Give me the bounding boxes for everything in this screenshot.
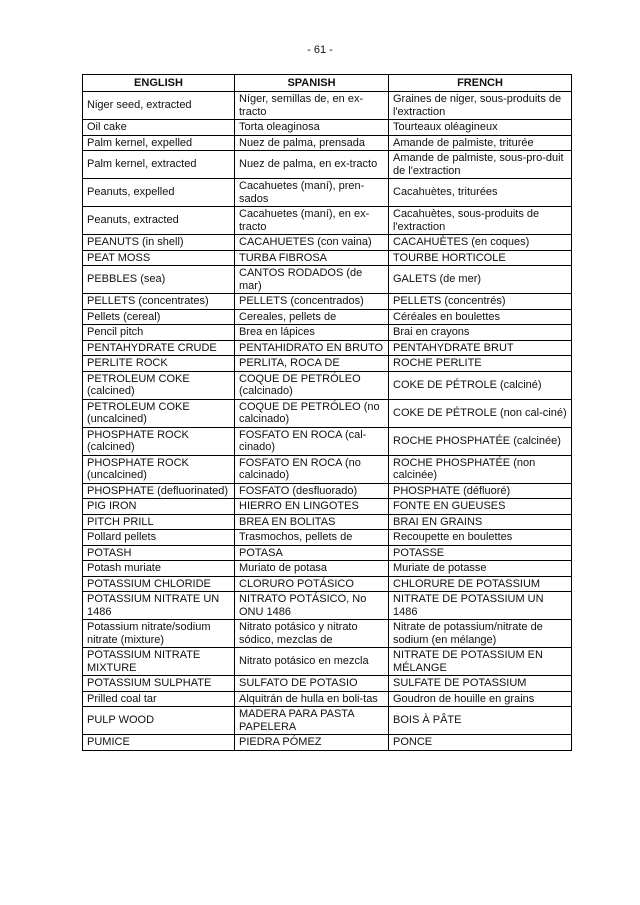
table-row [83, 207, 572, 235]
table-row [83, 120, 572, 136]
cell-french: BRAI EN GRAINS [389, 514, 572, 530]
header-english: ENGLISH [83, 75, 235, 92]
table-row [83, 135, 572, 151]
cell-spanish: Torta oleaginosa [235, 120, 389, 136]
cell-spanish: CLORURO POTÁSICO [235, 576, 389, 592]
table-row [83, 514, 572, 530]
cell-french: Amande de palmiste, sous-pro-duit de l'extraction [389, 151, 572, 179]
table-row [83, 294, 572, 310]
cell-english: POTASSIUM NITRATE MIXTURE [83, 648, 235, 676]
table-row [83, 250, 572, 266]
cell-english: PIG IRON [83, 499, 235, 515]
cell-french: Céréales en boulettes [389, 309, 572, 325]
cell-english: Pollard pellets [83, 530, 235, 546]
table-row [83, 648, 572, 676]
table-row [83, 455, 572, 483]
cell-french: Muriate de potasse [389, 561, 572, 577]
table-row [83, 325, 572, 341]
cell-spanish: Cereales, pellets de [235, 309, 389, 325]
glossary-table [82, 74, 572, 751]
cell-spanish: SULFATO DE POTASIO [235, 676, 389, 692]
cell-spanish: Cacahuetes (maní), pren-sados [235, 179, 389, 207]
cell-french: GALETS (de mer) [389, 266, 572, 294]
cell-english: PITCH PRILL [83, 514, 235, 530]
table-row [83, 235, 572, 251]
table-row [83, 309, 572, 325]
cell-english: PULP WOOD [83, 707, 235, 735]
cell-french: Graines de niger, sous-produits de l'extraction [389, 92, 572, 120]
table-row [83, 266, 572, 294]
cell-french: SULFATE DE POTASSIUM [389, 676, 572, 692]
cell-spanish: PENTAHIDRATO EN BRUTO [235, 340, 389, 356]
header-row [83, 75, 572, 92]
cell-spanish: Nuez de palma, en ex-tracto [235, 151, 389, 179]
cell-french: FONTE EN GUEUSES [389, 499, 572, 515]
cell-spanish: Trasmochos, pellets de [235, 530, 389, 546]
cell-spanish: Níger, semillas de, en ex-tracto [235, 92, 389, 120]
cell-french: NITRATE DE POTASSIUM EN MÉLANGE [389, 648, 572, 676]
cell-french: CACAHUÈTES (en coques) [389, 235, 572, 251]
cell-french: PONCE [389, 735, 572, 751]
table-row [83, 561, 572, 577]
cell-french: Cacahuètes, triturées [389, 179, 572, 207]
cell-spanish: FOSFATO EN ROCA (cal-cinado) [235, 427, 389, 455]
cell-french: Brai en crayons [389, 325, 572, 341]
cell-english: PEBBLES (sea) [83, 266, 235, 294]
table-row [83, 592, 572, 620]
table-row [83, 371, 572, 399]
table-row [83, 151, 572, 179]
cell-spanish: FOSFATO EN ROCA (no calcinado) [235, 455, 389, 483]
cell-french: PELLETS (concentrés) [389, 294, 572, 310]
cell-french: Cacahuètes, sous-produits de l'extraction [389, 207, 572, 235]
cell-french: ROCHE PHOSPHATÉE (calcinée) [389, 427, 572, 455]
header-french: FRENCH [389, 75, 572, 92]
cell-english: Prilled coal tar [83, 691, 235, 707]
cell-spanish: PIEDRA PÓMEZ [235, 735, 389, 751]
cell-spanish: Nuez de palma, prensada [235, 135, 389, 151]
cell-spanish: POTASA [235, 545, 389, 561]
cell-spanish: COQUE DE PETRÓLEO (no calcinado) [235, 399, 389, 427]
cell-spanish: Brea en lápices [235, 325, 389, 341]
cell-english: Potash muriate [83, 561, 235, 577]
table-row [83, 620, 572, 648]
cell-english: POTASSIUM CHLORIDE [83, 576, 235, 592]
cell-english: PHOSPHATE ROCK (calcined) [83, 427, 235, 455]
page-number: - 61 - [307, 44, 333, 56]
cell-english: PHOSPHATE (defluorinated) [83, 483, 235, 499]
cell-english: POTASSIUM NITRATE UN 1486 [83, 592, 235, 620]
table-row [83, 483, 572, 499]
cell-spanish: Cacahuetes (maní), en ex-tracto [235, 207, 389, 235]
table-row [83, 691, 572, 707]
cell-french: Nitrate de potassium/nitrate de sodium (en mélange) [389, 620, 572, 648]
cell-french: POTASSE [389, 545, 572, 561]
cell-spanish: PERLITA, ROCA DE [235, 356, 389, 372]
cell-english: Oil cake [83, 120, 235, 136]
cell-spanish: HIERRO EN LINGOTES [235, 499, 389, 515]
cell-english: PENTAHYDRATE CRUDE [83, 340, 235, 356]
table-row [83, 399, 572, 427]
table-row [83, 92, 572, 120]
cell-english: PEAT MOSS [83, 250, 235, 266]
cell-french: ROCHE PERLITE [389, 356, 572, 372]
header-spanish: SPANISH [235, 75, 389, 92]
cell-spanish: PELLETS (concentrados) [235, 294, 389, 310]
cell-spanish: Alquitrán de hulla en boli-tas [235, 691, 389, 707]
cell-spanish: FOSFATO (desfluorado) [235, 483, 389, 499]
cell-english: PETROLEUM COKE (uncalcined) [83, 399, 235, 427]
table-body [83, 92, 572, 751]
cell-french: NITRATE DE POTASSIUM UN 1486 [389, 592, 572, 620]
cell-french: ROCHE PHOSPHATÉE (non calcinée) [389, 455, 572, 483]
cell-spanish: CACAHUETES (con vaina) [235, 235, 389, 251]
cell-spanish: Nitrato potásico y nitrato sódico, mezclas de [235, 620, 389, 648]
cell-french: PHOSPHATE (défluoré) [389, 483, 572, 499]
cell-english: Palm kernel, expelled [83, 135, 235, 151]
cell-english: Peanuts, expelled [83, 179, 235, 207]
cell-french: Amande de palmiste, triturée [389, 135, 572, 151]
cell-english: Peanuts, extracted [83, 207, 235, 235]
cell-english: Pencil pitch [83, 325, 235, 341]
cell-spanish: COQUE DE PETRÓLEO (calcinado) [235, 371, 389, 399]
cell-french: Recoupette en boulettes [389, 530, 572, 546]
cell-english: Niger seed, extracted [83, 92, 235, 120]
table-row [83, 179, 572, 207]
table-row [83, 576, 572, 592]
cell-spanish: Nitrato potásico en mezcla [235, 648, 389, 676]
table-row [83, 676, 572, 692]
table-row [83, 735, 572, 751]
cell-spanish: Muriato de potasa [235, 561, 389, 577]
cell-english: Palm kernel, extracted [83, 151, 235, 179]
table-row [83, 530, 572, 546]
cell-english: PERLITE ROCK [83, 356, 235, 372]
cell-english: Pellets (cereal) [83, 309, 235, 325]
table-row [83, 545, 572, 561]
cell-spanish: CANTOS RODADOS (de mar) [235, 266, 389, 294]
cell-french: Tourteaux oléagineux [389, 120, 572, 136]
cell-french: TOURBE HORTICOLE [389, 250, 572, 266]
table-row [83, 427, 572, 455]
cell-spanish: MADERA PARA PASTA PAPELERA [235, 707, 389, 735]
cell-french: COKE DE PÉTROLE (calciné) [389, 371, 572, 399]
table-header [83, 75, 572, 92]
cell-english: PELLETS (concentrates) [83, 294, 235, 310]
cell-french: Goudron de houille en grains [389, 691, 572, 707]
cell-french: PENTAHYDRATE BRUT [389, 340, 572, 356]
cell-french: BOIS À PÂTE [389, 707, 572, 735]
cell-english: Potassium nitrate/sodium nitrate (mixture) [83, 620, 235, 648]
cell-spanish: BREA EN BOLITAS [235, 514, 389, 530]
cell-spanish: NITRATO POTÁSICO, No ONU 1486 [235, 592, 389, 620]
cell-english: POTASSIUM SULPHATE [83, 676, 235, 692]
cell-english: POTASH [83, 545, 235, 561]
table-row [83, 707, 572, 735]
cell-french: CHLORURE DE POTASSIUM [389, 576, 572, 592]
table-row [83, 356, 572, 372]
cell-english: PETROLEUM COKE (calcined) [83, 371, 235, 399]
table-row [83, 499, 572, 515]
cell-english: PUMICE [83, 735, 235, 751]
cell-english: PEANUTS (in shell) [83, 235, 235, 251]
cell-english: PHOSPHATE ROCK (uncalcined) [83, 455, 235, 483]
table-row [83, 340, 572, 356]
cell-french: COKE DE PÉTROLE (non cal-ciné) [389, 399, 572, 427]
cell-spanish: TURBA FIBROSA [235, 250, 389, 266]
